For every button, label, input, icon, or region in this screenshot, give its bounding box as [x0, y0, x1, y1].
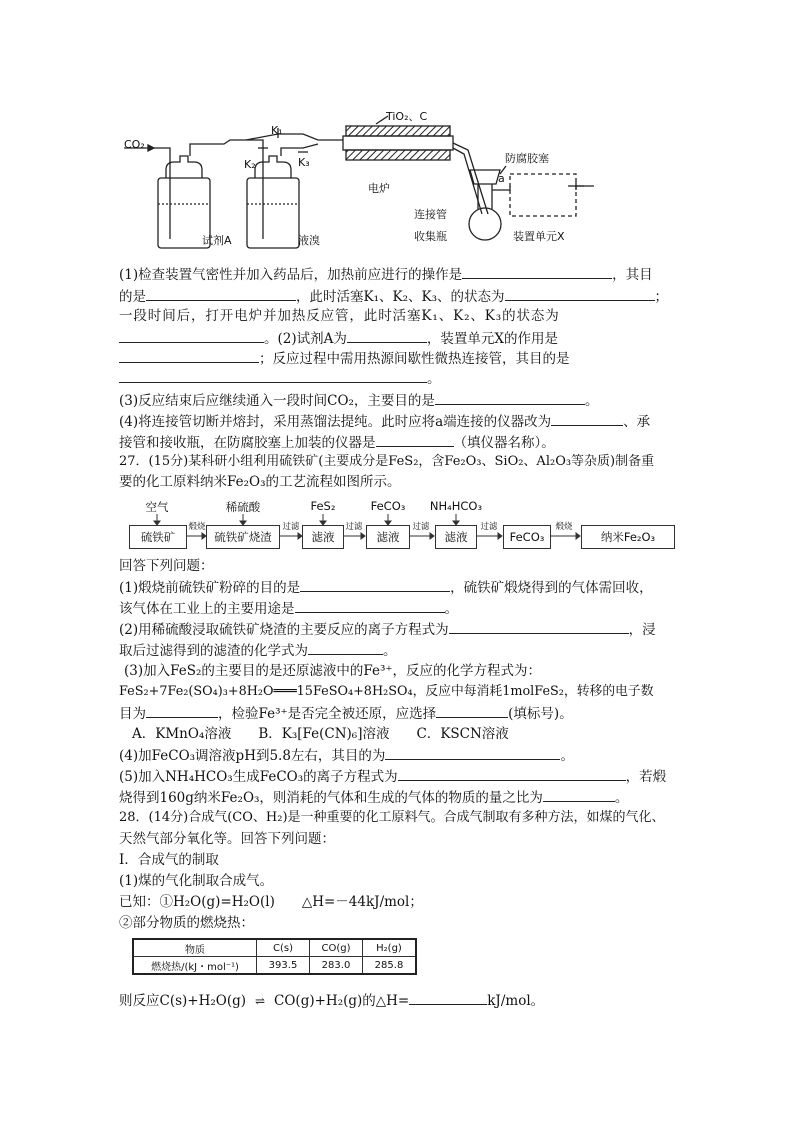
q27-p2-line-1: (2)用稀硫酸浸取硫铁矿烧渣的主要反应的离子方程式为 ，浸	[119, 619, 675, 640]
flow-arrows	[0, 0, 794, 560]
q27-p3-line-1: (3)加入FeS₂的主要目的是还原滤液中的Fe³⁺，反应的化学方程式为：	[124, 663, 542, 679]
flow-box-feco3: FeCO₃	[503, 525, 551, 549]
q26-line-4: 。(2)试剂A为 ，装置单元X的作用是	[119, 328, 675, 349]
q28-line-1: 28．(14分)合成气(CO、H₂)是一种重要的化工原料气。合成气制取有多种方法，如煤的气化、	[119, 810, 665, 825]
q27-intro: 回答下列问题：	[119, 558, 214, 574]
q28-line-4: (1)煤的气化制取合成气。	[119, 873, 274, 889]
answer-blank[interactable]	[398, 766, 626, 781]
flow-step-label: 过滤	[282, 522, 300, 532]
k2-label: K₂	[244, 158, 256, 171]
reversible-arrow-icon: ⇌	[255, 994, 266, 1008]
connector-label: 连接管	[414, 208, 447, 221]
q27-p4: (4)加FeCO₃调溶液pH到5.8左右，其目的为 。	[119, 745, 675, 766]
q27-line-1: 27．(15分)某科研小组利用硫铁矿(主要成分是FeS₂，含Fe₂O₃、SiO₂、Al₂O₃等杂质)制备重	[119, 454, 655, 469]
answer-blank[interactable]	[436, 703, 508, 718]
table-header: H₂(g)	[363, 939, 417, 957]
q28-section-title: Ⅰ．合成气的制取	[119, 852, 219, 868]
answer-blank[interactable]	[385, 745, 560, 760]
flow-input-air: 空气	[145, 500, 169, 514]
table-cell: 393.5	[257, 957, 310, 975]
q26-line-3: 一段时间后，打开电炉并加热反应管，此时活塞K₁、K₂、K₃的状态为	[119, 308, 560, 324]
q27-p3-line-3: 目为 ，检验Fe³⁺是否完全被还原，应选择 (填标号)。	[119, 703, 675, 724]
reagent-a-label: 试剂A	[202, 234, 232, 247]
q26-line-7: (3)反应结束后应继续通入一段时间CO₂，主要目的是 。	[119, 390, 675, 411]
q26-line-1: (1)检查装置气密性并加入药品后，加热前应进行的操作是 ，其目	[119, 264, 675, 285]
answer-blank[interactable]	[146, 703, 218, 718]
bromine-label: 液溴	[298, 234, 320, 247]
flow-box-ore: 硫铁矿	[129, 525, 187, 549]
flask-label: 收集瓶	[414, 230, 447, 243]
flow-input-fes2: FeS₂	[310, 499, 336, 513]
q26-line-9: 接管和接收瓶，在防腐胶塞上加装的仪器是 （填仪器名称）。	[119, 432, 675, 453]
flow-box-filtrate: 滤液	[435, 525, 477, 549]
table-row-label: 燃烧热/(kJ・mol⁻¹)	[133, 957, 257, 975]
flow-input-nh4hco3: NH₄HCO₃	[429, 499, 483, 513]
flow-input-acid: 稀硫酸	[225, 500, 261, 514]
flow-step-label: 煅烧	[188, 522, 206, 532]
q28-line-6: ②部分物质的燃烧热：	[119, 915, 254, 931]
answer-blank[interactable]	[409, 990, 487, 1005]
table-header: CO(g)	[310, 939, 363, 957]
flow-step-label: 过滤	[412, 522, 430, 532]
q27-p2-line-2: 取后过滤得到的滤渣的化学式为 。	[119, 640, 675, 661]
answer-blank[interactable]	[449, 619, 629, 634]
tio2-label: TiO₂、C	[386, 110, 428, 123]
unit-x-label: 装置单元X	[513, 230, 565, 243]
flow-step-label: 煅烧	[555, 522, 573, 532]
q28-line-7: 则反应C(s)+H₂O(g) ⇌ CO(g)+H₂(g)的△H= kJ/mol。	[119, 990, 675, 1011]
table-cell: 285.8	[363, 957, 417, 975]
q28-line-5: 已知：①H₂O(g)=H₂O(l) △H=－44kJ/mol；	[119, 894, 423, 910]
combustion-heat-table	[132, 938, 417, 975]
co2-label: CO₂	[124, 138, 145, 151]
table-header: 物质	[133, 939, 257, 957]
flow-box-filtrate: 滤液	[366, 525, 410, 549]
q27-line-2: 要的化工原料纳米Fe₂O₃的工艺流程如图所示。	[119, 474, 401, 490]
k3-label: K₃	[298, 156, 310, 169]
flow-box-slag: 硫铁矿烧渣	[206, 525, 280, 549]
q27-options: A．KMnO₄溶液 B．K₃[Fe(CN)₆]溶液 C．KSCN溶液	[132, 726, 509, 742]
port-a-label: a	[498, 172, 505, 185]
flow-step-label: 过滤	[480, 522, 498, 532]
q27-p5-line-1: (5)加入NH₄HCO₃生成FeCO₃的离子方程式为 ，若煅	[119, 766, 675, 787]
q26-line-2: 的是 ，此时活塞K₁、K₂、K₃、的状态为 ；	[119, 286, 675, 307]
q26-line-5: ；反应过程中需用热源间歇性微热连接管，其目的是	[119, 348, 675, 369]
answer-blank[interactable]	[308, 640, 383, 655]
k1-label: K₁	[271, 124, 283, 137]
q27-p3-line-2: FeS₂+7Fe₂(SO₄)₃+8H₂O═══15FeSO₄+8H₂SO₄，反应中每消耗1molFeS₂，转移的电子数	[119, 684, 654, 699]
table-cell: 283.0	[310, 957, 363, 975]
q26-line-8: (4)将连接管切断并熔封，采用蒸馏法提纯。此时应将a端连接的仪器改为 、承	[119, 411, 675, 432]
flow-box-product: 纳米Fe₂O₃	[581, 525, 675, 549]
answer-blank[interactable]	[300, 577, 450, 592]
q27-p1-line-1: (1)煅烧前硫铁矿粉碎的目的是 ，硫铁矿煅烧得到的气体需回收，	[119, 577, 675, 598]
q26-line-6: 。	[119, 368, 675, 389]
flow-input-feco3: FeCO₃	[370, 499, 406, 513]
q28-line-2: 天然气部分氧化等。回答下列问题：	[119, 831, 335, 847]
flow-step-label: 过滤	[345, 522, 363, 532]
q27-p5-line-2: 烧得到160g纳米Fe₂O₃，则消耗的气体和生成的气体的物质的量之比为 。	[119, 787, 675, 808]
q27-p1-line-2: 该气体在工业上的主要用途是 。	[119, 598, 675, 619]
answer-blank[interactable]	[543, 787, 615, 802]
stopper-label: 防腐胶塞	[505, 152, 549, 165]
table-header: C(s)	[257, 939, 310, 957]
answer-blank[interactable]	[295, 598, 445, 613]
furnace-label: 电炉	[368, 182, 390, 195]
flow-box-filtrate: 滤液	[302, 525, 344, 549]
